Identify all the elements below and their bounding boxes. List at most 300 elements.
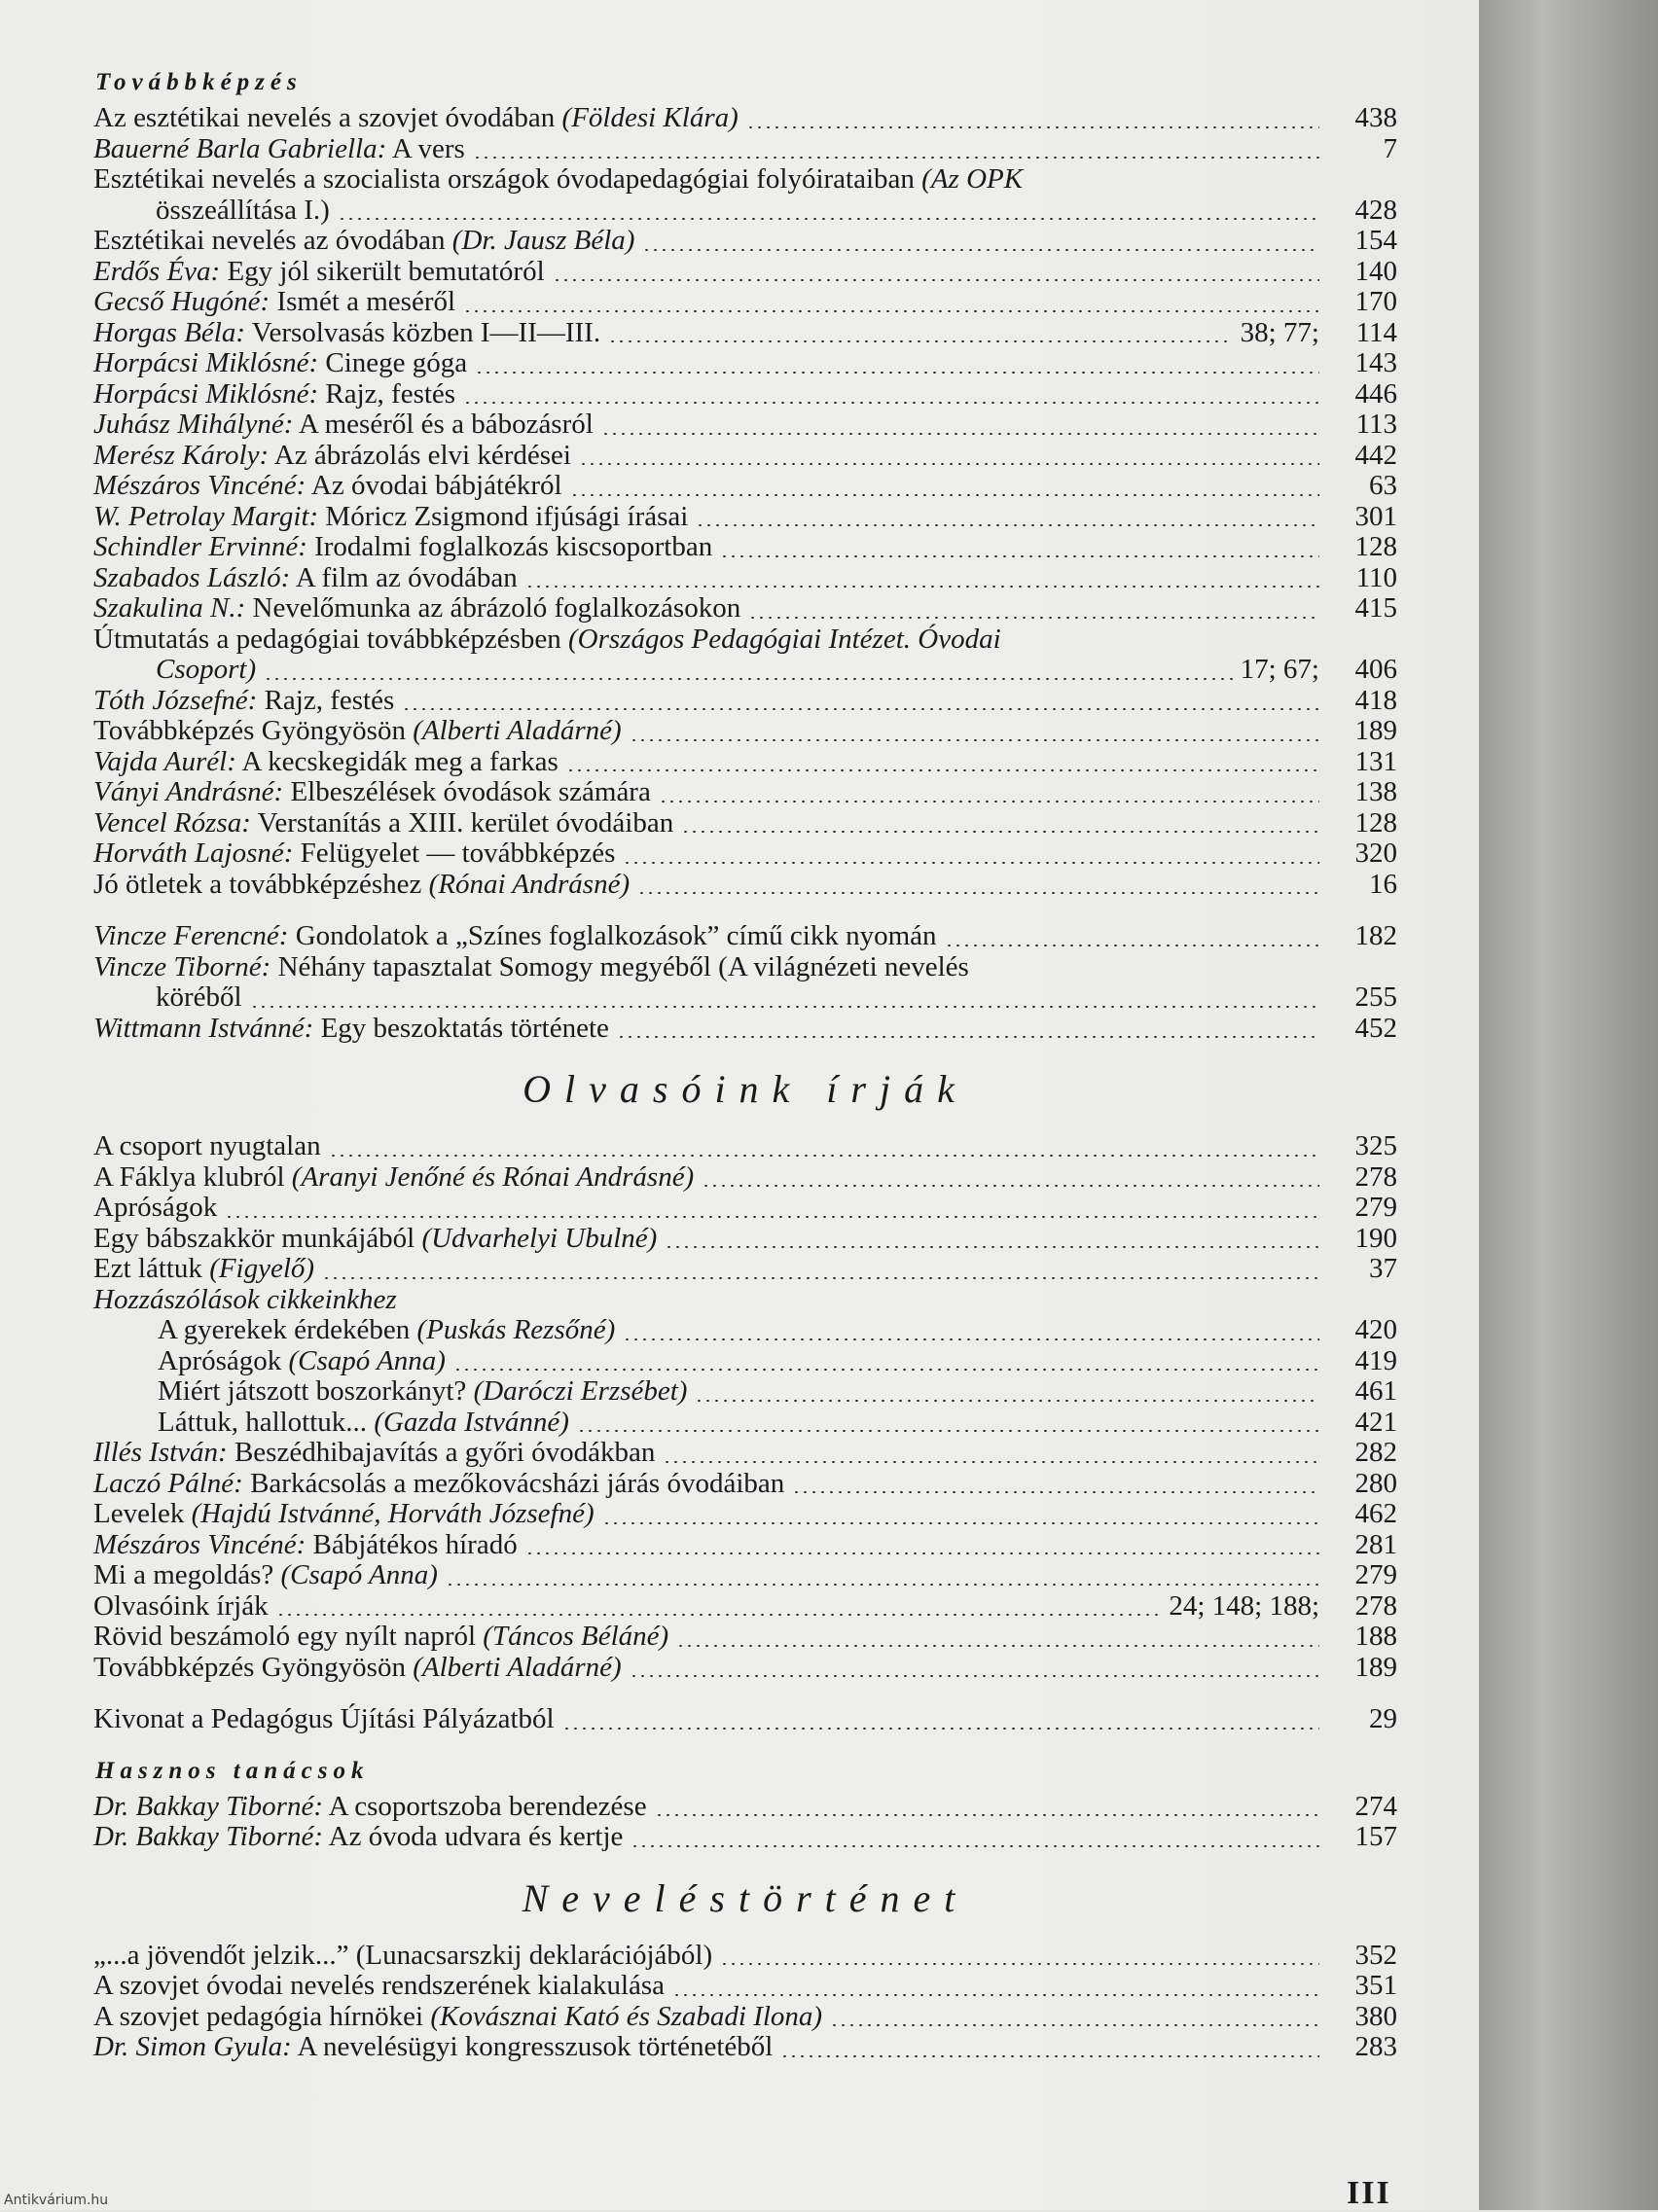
entry-text <box>93 593 740 624</box>
dot-leader <box>463 310 1319 312</box>
entry-text <box>93 410 594 441</box>
entry-page-number: 170 <box>1354 286 1397 317</box>
dot-leader <box>329 1155 1319 1157</box>
entry-text <box>93 624 1001 656</box>
entry-text <box>93 777 651 808</box>
dot-leader <box>525 1552 1319 1554</box>
entry-page-number: 157 <box>1354 1821 1397 1852</box>
entry-text <box>93 1622 668 1653</box>
index-entry <box>93 1971 1397 2002</box>
entry-text <box>93 1530 518 1561</box>
dot-leader <box>748 617 1319 619</box>
entry-text <box>93 870 630 901</box>
entry-title: A csoport nyugtalan <box>93 1130 321 1161</box>
dot-leader <box>631 1845 1319 1847</box>
index-entry <box>93 1704 1397 1735</box>
entry-author: Dr. Simon Gyula: <box>93 2031 292 2062</box>
dot-leader <box>623 1338 1319 1340</box>
index-entry <box>93 1224 1397 1255</box>
entry-title: A szovjet pedagógia hírnökei <box>93 2000 431 2032</box>
entry-author: Vincze Tiborné: <box>93 950 271 982</box>
entry-text <box>93 1560 438 1591</box>
entry-page-number: 182 <box>1354 920 1397 951</box>
index-entry <box>93 982 1397 1014</box>
entry-page-number: 278 <box>1354 1160 1397 1193</box>
entry-title: Verstanítás a XIII. kerület óvodáiban <box>250 806 674 838</box>
entry-page-number: 352 <box>1354 1939 1397 1971</box>
entry-text <box>93 134 465 165</box>
entry-source: (Daróczi Erzsébet) <box>473 1375 688 1407</box>
dot-leader <box>264 678 1232 680</box>
entry-title: Felügyelet — továbbképzés <box>293 838 616 869</box>
index-entry <box>93 1254 1397 1285</box>
dot-leader <box>665 1246 1319 1248</box>
dot-leader <box>830 2024 1319 2026</box>
dot-leader <box>663 1461 1319 1463</box>
entry-list-kivonat <box>93 1704 1397 1735</box>
entry-title: A Fáklya klubról <box>93 1160 292 1193</box>
dot-leader <box>623 862 1319 864</box>
entry-page-number: 131 <box>1354 745 1397 777</box>
dot-leader <box>637 892 1319 894</box>
dot-leader <box>402 708 1319 710</box>
entry-title: Egy jól sikerült bemutatóról <box>220 255 545 287</box>
entry-author: Dr. Bakkay Tiborné: <box>93 1821 323 1852</box>
index-entry <box>93 777 1397 808</box>
entry-title: Jó ötletek a továbbképzéshez <box>93 868 429 900</box>
index-entry <box>93 1162 1397 1194</box>
entry-text <box>93 471 562 502</box>
entry-page-number: 189 <box>1354 715 1397 746</box>
dot-leader <box>720 555 1319 557</box>
index-entry <box>93 1193 1397 1224</box>
index-entry <box>93 808 1397 839</box>
entry-list-hasznos <box>93 1792 1397 1853</box>
index-entry <box>93 532 1397 563</box>
dot-leader <box>945 945 1320 946</box>
entry-title: Beszédhibajavítás a győri óvodákban <box>227 1437 656 1468</box>
entry-page-number: 320 <box>1354 838 1397 869</box>
index-entry <box>93 747 1397 778</box>
entry-title: Az ábrázolás elvi kérdései <box>269 439 571 471</box>
index-entry <box>93 921 1397 952</box>
entry-author: Vincze Ferencné: <box>93 920 289 951</box>
entry-page-number: 278 <box>1354 1589 1397 1622</box>
dot-leader <box>696 524 1319 526</box>
index-entry <box>93 655 1397 686</box>
entry-title: Láttuk, hallottuk... <box>158 1406 375 1438</box>
dot-leader <box>225 1216 1319 1218</box>
entry-page-number: 7 <box>1383 132 1397 164</box>
entry-author: Szabados László: <box>93 561 291 593</box>
entry-source: (Táncos Béláné) <box>483 1621 669 1652</box>
index-entry <box>93 1438 1397 1469</box>
dot-leader <box>695 1400 1319 1402</box>
entry-source: (Aranyi Jenőné és Rónai Andrásné) <box>291 1160 695 1193</box>
entry-source: (Földesi Klára) <box>561 102 739 133</box>
index-entry <box>93 1315 1397 1346</box>
index-entry <box>93 1822 1397 1853</box>
entry-author: Illés István: <box>93 1437 228 1468</box>
index-entry <box>93 593 1397 624</box>
entry-text <box>93 1971 665 2002</box>
entry-text <box>93 502 688 533</box>
entry-page-number: 406 <box>1354 654 1397 685</box>
entry-author: Mészáros Vincéné: <box>93 470 306 501</box>
entry-title: Gondolatok a „Színes foglalkozások” című cikk nyomán <box>288 920 937 951</box>
page-edge-shadow <box>1479 0 1658 2210</box>
entry-page-number: 113 <box>1355 409 1397 440</box>
entry-source: (Hajdú Istvánné, Horváth Józsefné) <box>191 1498 595 1529</box>
entry-page-number: 190 <box>1354 1222 1397 1254</box>
dot-leader <box>681 831 1319 833</box>
dot-leader <box>655 1814 1319 1816</box>
entry-title: Rajz, festés <box>257 684 395 716</box>
entry-page-number: 452 <box>1354 1012 1397 1044</box>
entry-list-tovabbkepzes-cont <box>93 921 1397 1044</box>
entry-page-number: 420 <box>1354 1314 1397 1345</box>
heading-nevelestortenet: Neveléstörténet <box>522 1875 969 1920</box>
index-entry <box>93 624 1397 656</box>
page-number: III <box>1347 2175 1391 2211</box>
dot-leader <box>630 1675 1319 1677</box>
index-entry <box>93 1499 1397 1530</box>
index-entry <box>93 1591 1397 1623</box>
dot-leader <box>602 1522 1319 1524</box>
entry-text <box>93 1792 647 1823</box>
entry-text <box>93 164 1023 196</box>
dot-leader <box>475 372 1319 374</box>
dot-leader <box>672 1994 1319 1996</box>
entry-title: Néhány tapasztalat Somogy megyéből (A világnézeti nevelés <box>270 950 969 982</box>
dot-leader <box>792 1491 1319 1493</box>
entry-list-olvasoink <box>93 1131 1397 1683</box>
entry-list-nevelestortenet <box>93 1941 1397 2063</box>
entry-title: Levelek <box>93 1498 192 1529</box>
entry-title: Nevelőmunka az ábrázoló foglalkozásokon <box>245 592 741 624</box>
index-entry <box>93 379 1397 410</box>
index-content <box>93 68 1397 2063</box>
dot-leader <box>630 739 1319 741</box>
entry-text <box>93 563 518 594</box>
index-entry <box>93 1622 1397 1653</box>
entry-extra-pages: 17; 67; <box>1240 654 1319 685</box>
entry-text <box>93 257 545 288</box>
entry-page-number: 63 <box>1369 470 1397 501</box>
index-entry <box>93 1941 1397 1972</box>
entry-author: Bauerné Barla Gabriella: <box>93 132 387 164</box>
entry-title: Egy beszoktatás története <box>313 1012 609 1044</box>
index-entry <box>93 2032 1397 2063</box>
entry-title: Ismét a meséről <box>270 286 456 317</box>
entry-title: Elbeszélések óvodások számára <box>283 776 651 807</box>
entry-author: Vajda Aurél: <box>93 745 236 777</box>
entry-page-number: 29 <box>1369 1703 1397 1734</box>
entry-page-number: 461 <box>1354 1375 1397 1407</box>
dot-leader <box>473 157 1319 159</box>
entry-author: Szakulina N.: <box>93 592 246 624</box>
entry-title: Esztétikai nevelés a szocialista országok óvodapedagógiai folyóirataiban <box>93 163 922 195</box>
entry-source: Csoport) <box>156 654 257 685</box>
index-entry <box>93 838 1397 870</box>
index-entry <box>93 2002 1397 2033</box>
entry-page-number: 282 <box>1354 1437 1397 1468</box>
entry-text <box>93 2002 822 2033</box>
entry-text <box>93 1014 609 1045</box>
entry-source: (Az OPK <box>921 163 1024 195</box>
entry-page-number: 128 <box>1354 531 1397 562</box>
entry-text <box>93 921 937 952</box>
entry-author: Horpácsi Miklósné: <box>93 377 319 410</box>
dot-leader <box>525 586 1319 588</box>
entry-text <box>93 1224 657 1255</box>
entry-extra-pages: 38; 77; <box>1240 316 1319 348</box>
entry-text <box>93 379 455 410</box>
entry-page-number: 279 <box>1354 1192 1397 1223</box>
entry-title: A meséről és a bábozásról <box>293 409 594 440</box>
index-entry <box>93 164 1397 196</box>
entry-text <box>93 1285 397 1316</box>
dot-leader <box>322 1277 1319 1279</box>
index-entry <box>93 441 1397 472</box>
index-entry <box>93 1653 1397 1684</box>
entry-page-number: 189 <box>1354 1651 1397 1683</box>
entry-source: (Csapó Anna) <box>280 1559 438 1590</box>
entry-page-number: 446 <box>1354 377 1397 410</box>
index-entry <box>93 1408 1397 1439</box>
entry-page-number: 128 <box>1354 806 1397 838</box>
dot-leader <box>453 1369 1319 1371</box>
index-entry <box>93 103 1397 134</box>
entry-list-tovabbkepzes <box>93 103 1397 900</box>
entry-author: Erdős Éva: <box>93 255 221 287</box>
index-entry <box>93 502 1397 533</box>
entry-page-number: 418 <box>1354 684 1397 716</box>
entry-text <box>93 1704 555 1735</box>
section-label-tovabbkepzes: Továbbképzés <box>95 69 303 95</box>
dot-leader <box>553 279 1319 281</box>
entry-extra-pages: 24; 148; 188; <box>1169 1589 1319 1622</box>
entry-author: Mészáros Vincéné: <box>93 1528 306 1560</box>
dot-leader <box>746 126 1319 128</box>
dot-leader <box>601 433 1319 435</box>
entry-title: Útmutatás a pedagógiai továbbképzésben <box>93 623 569 655</box>
entry-author: Ványi Andrásné: <box>93 776 284 807</box>
entry-title: Kivonat a Pedagógus Újítási Pályázatból <box>93 1703 555 1734</box>
entry-text <box>158 1408 569 1439</box>
dot-leader <box>579 463 1319 465</box>
entry-title: Irodalmi foglalkozás kiscsoportban <box>306 531 713 562</box>
entry-title: A szovjet óvodai nevelés rendszerének kialakulása <box>93 1970 666 2001</box>
watermark: Antikvárium.hu <box>4 2193 109 2208</box>
entry-title: Esztétikai nevelés az óvodában <box>93 225 452 256</box>
index-entry <box>93 287 1397 318</box>
entry-text <box>93 1469 784 1500</box>
entry-page-number: 351 <box>1354 1970 1397 2001</box>
entry-page-number: 188 <box>1354 1621 1397 1652</box>
entry-text <box>93 1438 655 1469</box>
index-entry <box>93 1346 1397 1377</box>
dot-leader <box>617 1036 1319 1038</box>
entry-author: Tóth Józsefné: <box>93 684 258 716</box>
entry-text <box>158 1315 615 1346</box>
entry-author: Dr. Bakkay Tiborné: <box>93 1790 323 1822</box>
dot-leader <box>642 249 1319 251</box>
entry-title: A vers <box>386 132 465 164</box>
index-entry <box>93 1792 1397 1823</box>
entry-author: Vencel Rózsa: <box>93 806 251 838</box>
entry-text <box>93 1162 694 1194</box>
entry-page-number: 255 <box>1354 981 1397 1013</box>
entry-author: Horváth Lajosné: <box>93 838 294 869</box>
entry-text <box>93 1591 269 1623</box>
entry-text <box>158 1346 446 1377</box>
heading-olvasoink-irjak: Olvasóink írják <box>523 1067 968 1111</box>
entry-text <box>93 441 571 472</box>
entry-text <box>93 1653 622 1684</box>
entry-author: Gecső Hugóné: <box>93 286 270 317</box>
entry-title: Az esztétikai nevelés a szovjet óvodában <box>93 102 562 133</box>
dot-leader <box>250 1006 1319 1008</box>
index-entry <box>93 563 1397 594</box>
entry-text <box>93 348 467 379</box>
entry-title: A film az óvodában <box>290 561 518 593</box>
entry-text <box>93 1254 314 1285</box>
dot-leader <box>446 1584 1319 1586</box>
entry-text <box>156 982 242 1014</box>
entry-page-number: 140 <box>1354 255 1397 287</box>
entry-text <box>93 1941 712 1972</box>
entry-author: Juhász Mihályné: <box>93 409 294 440</box>
entry-author: Merész Károly: <box>93 439 270 471</box>
entry-title: A nevelésügyi kongresszusok történetéből <box>291 2031 774 2062</box>
entry-title: Mi a megoldás? <box>93 1559 281 1590</box>
entry-page-number: 138 <box>1354 776 1397 807</box>
section-label-hasznos: Hasznos tanácsok <box>95 1757 370 1784</box>
index-entry <box>93 134 1397 165</box>
entry-title: Továbbképzés Gyöngyösön <box>93 1651 414 1683</box>
entry-title: Az óvodai bábjátékról <box>306 470 562 501</box>
entry-author: Laczó Pálné: <box>93 1467 243 1499</box>
dot-leader <box>276 1614 1162 1616</box>
entry-page-number: 279 <box>1354 1559 1397 1590</box>
entry-source: (Udvarhelyi Ubulné) <box>421 1222 658 1254</box>
entry-page-number: 428 <box>1354 194 1397 226</box>
entry-text <box>93 1822 623 1853</box>
index-entry <box>93 196 1397 227</box>
entry-text <box>156 196 330 227</box>
dot-leader <box>562 1728 1319 1730</box>
entry-title: A csoportszoba berendezése <box>323 1790 647 1822</box>
index-entry <box>93 1376 1397 1408</box>
index-entry <box>93 471 1397 502</box>
entry-title: Ezt láttuk <box>93 1253 210 1284</box>
index-entry <box>93 348 1397 379</box>
entry-page-number: 280 <box>1354 1467 1397 1499</box>
entry-page-number: 154 <box>1354 225 1397 256</box>
index-entry <box>93 257 1397 288</box>
entry-page-number: 325 <box>1354 1130 1397 1161</box>
dot-leader <box>463 402 1319 404</box>
entry-text <box>93 686 394 717</box>
entry-author: Schindler Ervinné: <box>93 531 307 562</box>
entry-page-number: 143 <box>1354 347 1397 378</box>
entry-page-number: 462 <box>1354 1498 1397 1529</box>
entry-text <box>93 838 615 870</box>
dot-leader <box>702 1185 1319 1187</box>
entry-source: (Figyelő) <box>209 1253 315 1284</box>
entry-text <box>93 808 673 839</box>
entry-author: W. Petrolay Margit: <box>93 500 319 532</box>
entry-page-number: 114 <box>1355 316 1397 348</box>
entry-title: Apróságok <box>93 1192 218 1223</box>
entry-title: Barkácsolás a mezőkovácsházi járás óvodáiban <box>242 1467 785 1499</box>
entry-title: Továbbképzés Gyöngyösön <box>93 715 414 746</box>
entry-text <box>93 532 712 563</box>
index-entry <box>93 870 1397 901</box>
entry-page-number: 301 <box>1354 500 1397 532</box>
index-entry <box>93 1530 1397 1561</box>
entry-text <box>93 952 969 983</box>
dot-leader <box>338 218 1319 220</box>
entry-page-number: 380 <box>1354 2000 1397 2032</box>
entry-title: Az óvoda udvara és kertje <box>323 1821 624 1852</box>
entry-page-number: 438 <box>1354 102 1397 133</box>
entry-page-number: 283 <box>1354 2031 1397 2062</box>
entry-title: Olvasóink írják <box>93 1589 269 1622</box>
entry-title: Apróságok <box>158 1344 289 1376</box>
dot-leader <box>566 769 1319 771</box>
entry-title: Rövid beszámoló egy nyílt napról <box>93 1621 484 1652</box>
entry-text <box>93 318 600 349</box>
dot-leader <box>577 1430 1319 1432</box>
entry-title: Miért játszott boszorkányt? <box>158 1375 474 1407</box>
dot-leader <box>570 494 1319 496</box>
entry-title: Rajz, festés <box>318 377 456 410</box>
entry-text <box>93 1131 321 1162</box>
entry-author: Wittmann Istvánné: <box>93 1012 314 1044</box>
entry-page-number: 281 <box>1354 1528 1397 1560</box>
entry-text <box>93 1193 217 1224</box>
entry-text <box>156 655 256 686</box>
entry-author: Horgas Béla: <box>93 316 245 348</box>
index-entry <box>93 226 1397 257</box>
index-entry <box>93 1014 1397 1045</box>
index-entry <box>93 716 1397 747</box>
entry-source: (Országos Pedagógiai Intézet. Óvodai <box>568 623 1001 655</box>
entry-page-number: 421 <box>1354 1406 1397 1438</box>
entry-text <box>93 103 739 134</box>
entry-source: (Alberti Aladárné) <box>413 1651 622 1683</box>
entry-source: (Dr. Jausz Béla) <box>451 225 635 256</box>
dot-leader <box>608 340 1233 342</box>
dot-leader <box>676 1645 1319 1647</box>
entry-title: A gyerekek érdekében <box>158 1314 417 1345</box>
entry-text <box>93 716 622 747</box>
entry-text <box>93 2032 773 2063</box>
entry-source: (Rónai Andrásné) <box>428 868 631 900</box>
entry-text <box>93 747 559 778</box>
entry-page-number: 16 <box>1369 868 1397 900</box>
entry-page-number: 415 <box>1354 592 1397 624</box>
entry-text <box>93 226 634 257</box>
index-entry <box>93 1131 1397 1162</box>
index-entry <box>93 1469 1397 1500</box>
dot-leader <box>659 801 1319 803</box>
entry-author: Horpácsi Miklósné: <box>93 347 319 378</box>
entry-source: Hozzászólások cikkeinkhez <box>93 1283 397 1315</box>
index-entry <box>93 318 1397 349</box>
